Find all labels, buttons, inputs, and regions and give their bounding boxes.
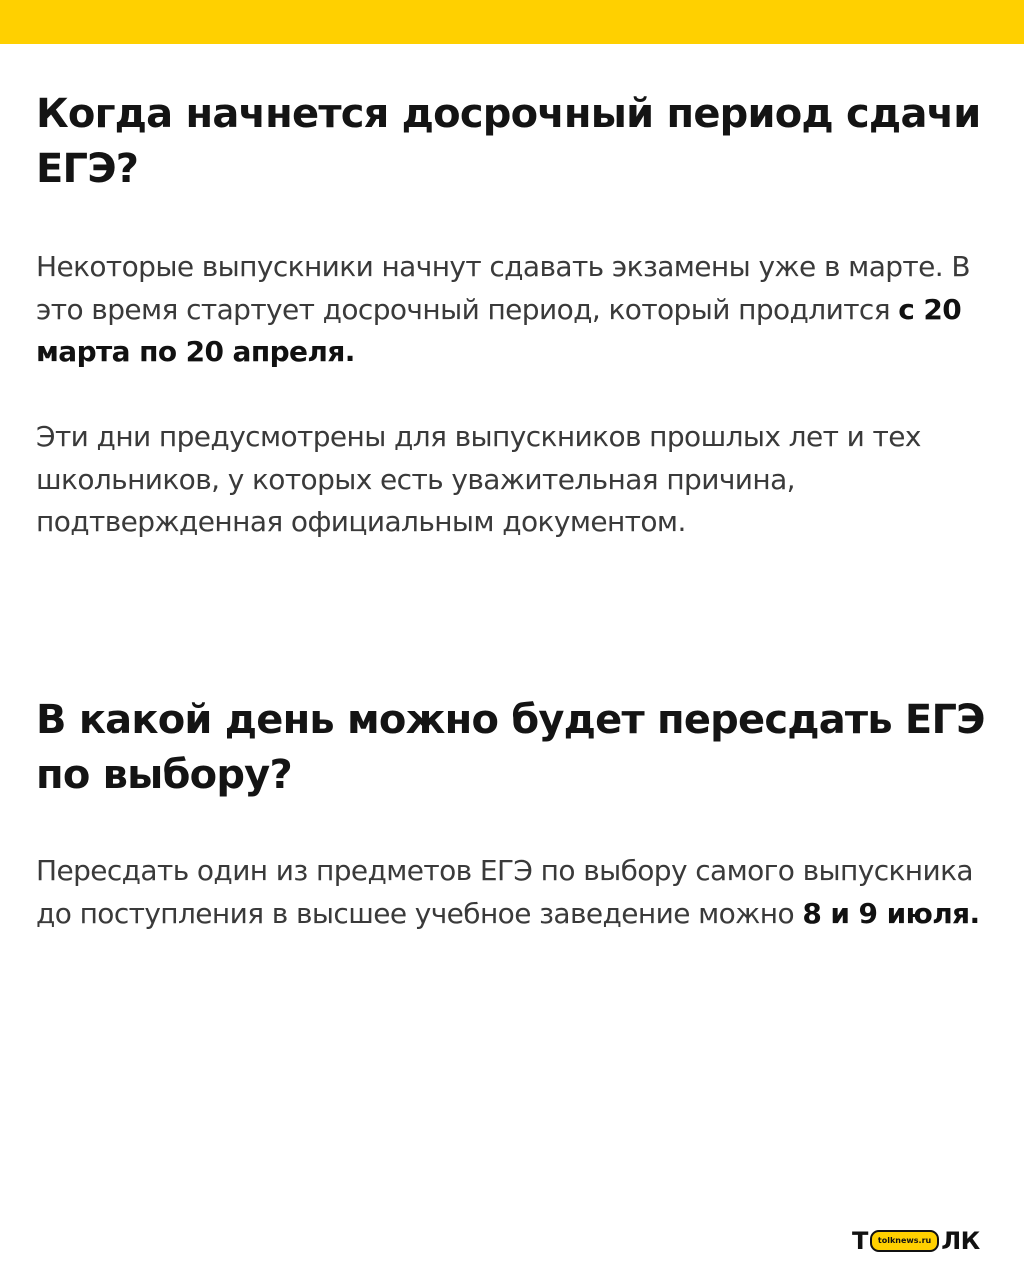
- tolk-logo: [852, 1226, 980, 1256]
- date-range-highlight: с 20 марта по 20 апреля.: [36, 292, 962, 368]
- dates-highlight: 8 и 9 июля.: [802, 896, 980, 930]
- section-2-paragraph-1: [36, 850, 996, 935]
- paragraph-text: Некоторые выпускники начнут сдавать экзамены уже в марте. В это время стартует досрочный период, который продлится: [36, 250, 970, 326]
- logo-letters-right: ЛК: [941, 1227, 980, 1255]
- paragraph-text: Пересдать один из предметов ЕГЭ по выбору самого выпускника до поступления в высшее учебное заведение можно: [36, 854, 973, 930]
- section-1-paragraph-1: [36, 246, 996, 374]
- logo-letter-left: Т: [852, 1227, 868, 1255]
- logo-site-label: tolknews.ru: [877, 1236, 932, 1245]
- top-accent-bar: [0, 0, 1024, 44]
- section-1-heading: Когда начнется досрочный период сдачи ЕГЭ?: [36, 91, 981, 192]
- section-2-heading: В какой день можно будет пересдать ЕГЭ по выбору?: [36, 697, 985, 798]
- logo-pill: [870, 1230, 939, 1252]
- section-1-paragraph-2: Эти дни предусмотрены для выпускников прошлых лет и тех школьников, у которых есть уважительная причина, подтвержденная официальным документом.: [36, 420, 921, 538]
